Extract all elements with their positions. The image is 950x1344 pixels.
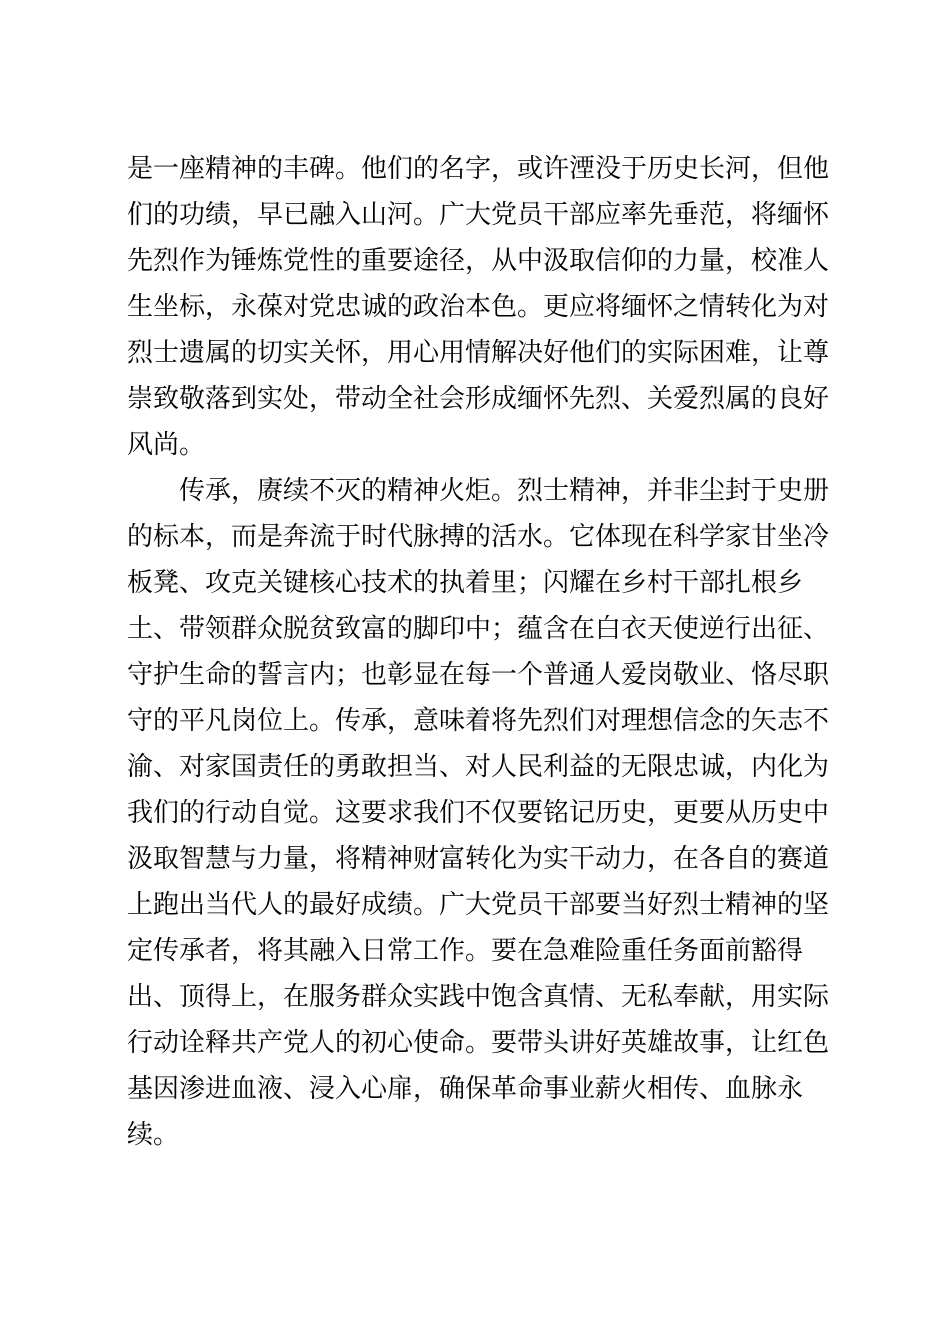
text-line: 传承，赓续不灭的精神火炬。烈士精神，并非尘封于史册 (179, 476, 830, 506)
paragraph-2 (127, 468, 830, 1158)
text-line: 崇致敬落到实处，带动全社会形成缅怀先烈、关爱烈属的良好 (127, 384, 830, 414)
text-line: 续。 (127, 1120, 180, 1150)
text-line: 生坐标，永葆对党忠诚的政治本色。更应将缅怀之情转化为对 (127, 292, 830, 322)
paragraph-1 (127, 146, 830, 468)
text-line: 烈士遗属的切实关怀，用心用情解决好他们的实际困难，让尊 (127, 338, 830, 368)
text-line: 行动诠释共产党人的初心使命。要带头讲好英雄故事，让红色 (127, 1028, 830, 1058)
text-line: 汲取智慧与力量，将精神财富转化为实干动力，在各自的赛道 (127, 844, 830, 874)
text-line: 守护生命的誓言内；也彰显在每一个普通人爱岗敬业、恪尽职 (127, 660, 830, 690)
text-line: 风尚。 (127, 430, 206, 460)
text-line: 是一座精神的丰碑。他们的名字，或许湮没于历史长河，但他 (127, 154, 830, 184)
text-line: 们的功绩，早已融入山河。广大党员干部应率先垂范，将缅怀 (127, 200, 830, 230)
text-line: 我们的行动自觉。这要求我们不仅要铭记历史，更要从历史中 (127, 798, 830, 828)
text-line: 的标本，而是奔流于时代脉搏的活水。它体现在科学家甘坐冷 (127, 522, 830, 552)
text-line: 土、带领群众脱贫致富的脚印中；蕴含在白衣天使逆行出征、 (127, 614, 830, 644)
text-line: 渝、对家国责任的勇敢担当、对人民利益的无限忠诚，内化为 (127, 752, 830, 782)
text-line: 出、顶得上，在服务群众实践中饱含真情、无私奉献，用实际 (127, 982, 830, 1012)
body-text (127, 146, 830, 1158)
text-line: 定传承者，将其融入日常工作。要在急难险重任务面前豁得 (127, 936, 804, 966)
text-line: 先烈作为锤炼党性的重要途径，从中汲取信仰的力量，校准人 (127, 246, 830, 276)
text-line: 基因渗进血液、浸入心扉，确保革命事业薪火相传、血脉永 (127, 1074, 804, 1104)
text-line: 板凳、攻克关键核心技术的执着里；闪耀在乡村干部扎根乡 (127, 568, 804, 598)
text-line: 守的平凡岗位上。传承，意味着将先烈们对理想信念的矢志不 (127, 706, 830, 736)
text-line: 上跑出当代人的最好成绩。广大党员干部要当好烈士精神的坚 (127, 890, 830, 920)
